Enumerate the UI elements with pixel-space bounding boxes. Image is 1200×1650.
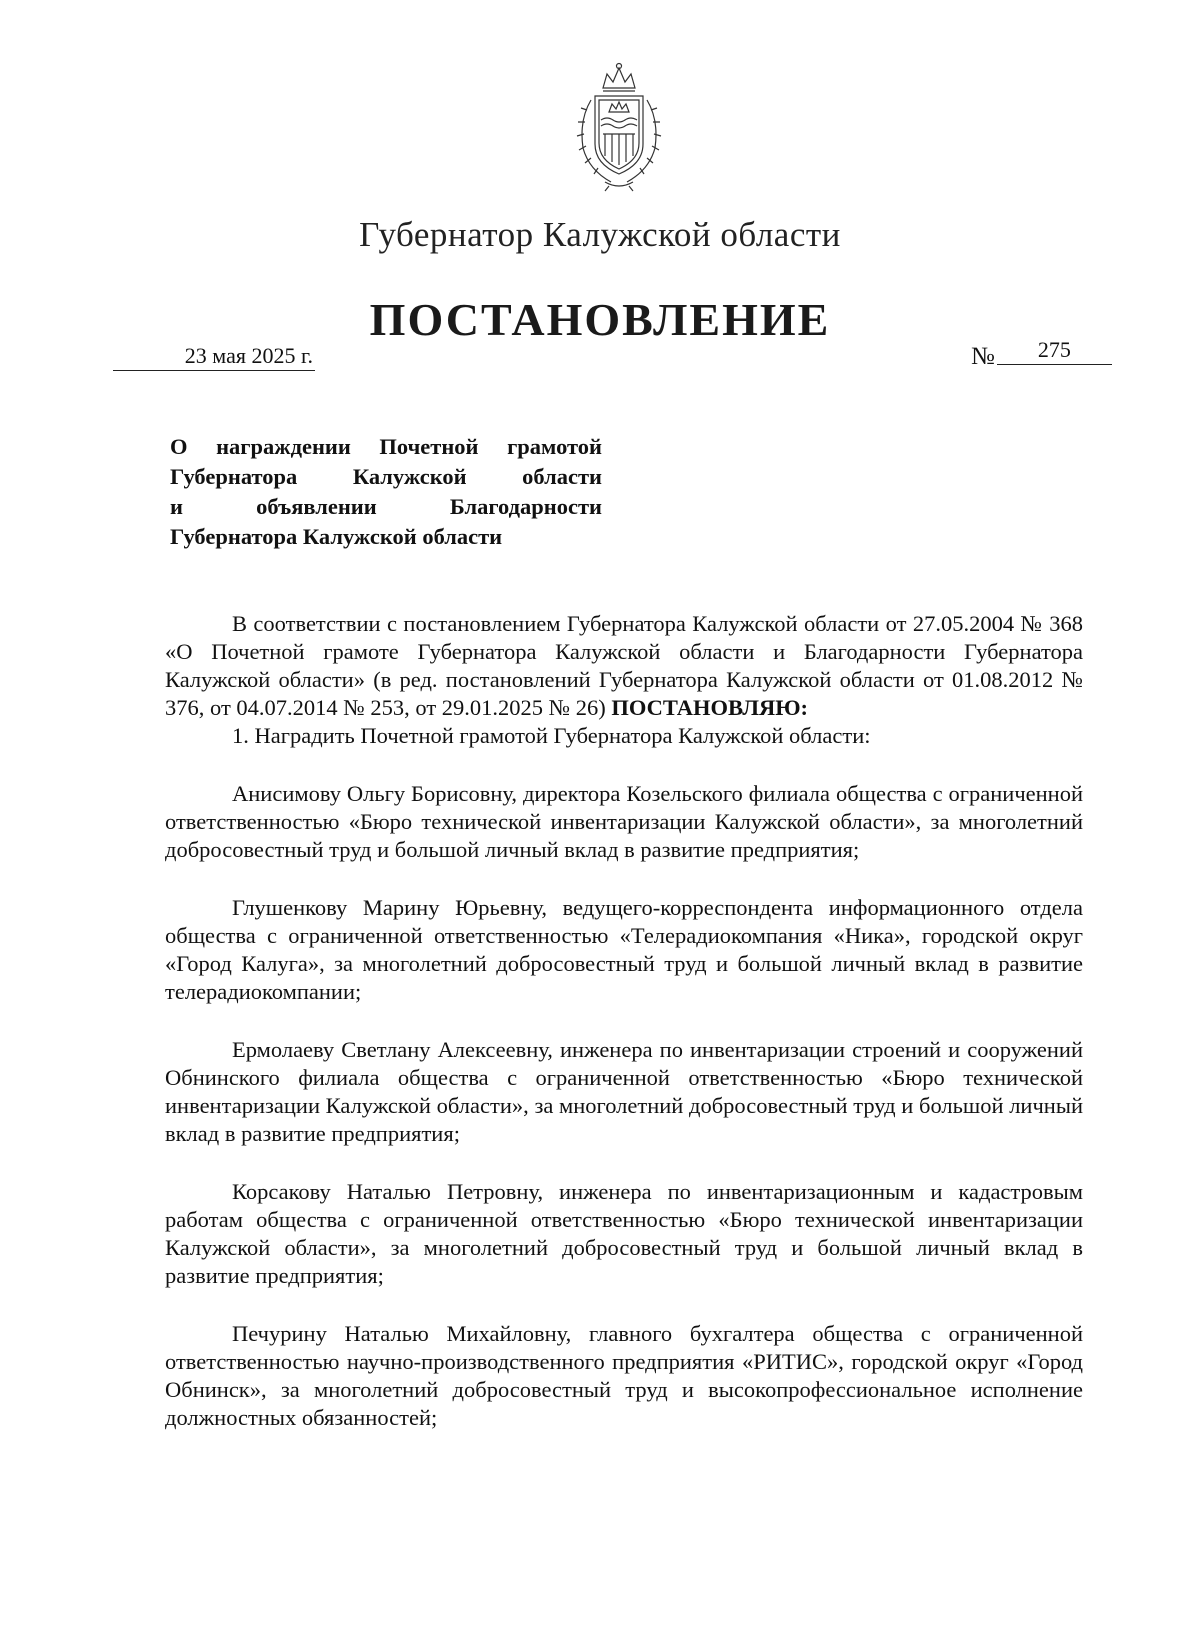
awardee-paragraph: Анисимову Ольгу Борисовну, директора Козельского филиала общества с ограниченной ответственностью «Бюро технической инвентаризации Калужской области», за многолетний добросовестный труд и большой личный вклад в развитие предприятия;	[165, 781, 1083, 862]
subject-line: и объявлении Благодарности	[170, 494, 602, 519]
document-body	[165, 610, 1083, 1432]
resolve-word: ПОСТАНОВЛЯЮ:	[611, 695, 809, 720]
awardee-paragraph: Печурину Наталью Михайловну, главного бухгалтера общества с ограниченной ответственностью научно-производственного предприятия «РИТИС», городской округ «Город Обнинск», за многолетний добросовестный труд и высокопрофессиональное исполнение должностных обязанностей;	[165, 1321, 1083, 1430]
preamble-text: В соответствии с постановлением Губернатора Калужской области от 27.05.2004 № 368 «О Почетной грамоте Губернатора Калужской области и Благодарности Губернатора Калужской области» (в ред. постановлений Губернатора Калужской области от 01.08.2012 № 376, от 04.07.2014 № 253, от 29.01.2025 № 26)	[165, 611, 1083, 720]
preamble-paragraph	[165, 610, 1083, 722]
document-date: 23 мая 2025 г.	[113, 343, 315, 371]
subject-line: Губернатора Калужской области	[170, 524, 503, 549]
document-number: 275	[997, 337, 1112, 365]
item-1-heading: 1. Наградить Почетной грамотой Губернатора Калужской области:	[232, 723, 871, 748]
document-subject	[170, 432, 602, 552]
number-sign: №	[971, 343, 995, 370]
subject-line: О награждении Почетной грамотой	[170, 434, 602, 459]
issuing-authority: Губернатор Калужской области	[359, 215, 841, 254]
awardee-paragraph: Ермолаеву Светлану Алексеевну, инженера по инвентаризации строений и сооружений Обнинского филиала общества с ограниченной ответственностью «Бюро технической инвентаризации Калужской области», за многолетний добросовестный труд и большой личный вклад в развитие предприятия;	[165, 1037, 1083, 1146]
document-number-field	[971, 337, 1112, 371]
subject-line: Губернатора Калужской области	[170, 464, 602, 489]
awardee-paragraph: Корсакову Наталью Петровну, инженера по инвентаризационным и кадастровым работам общества с ограниченной ответственностью «Бюро технической инвентаризации Калужской области», за многолетний добросовестный труд и большой личный вклад в развитие предприятия;	[165, 1179, 1083, 1288]
awardee-paragraph: Глушенкову Марину Юрьевну, ведущего-корреспондента информационного отдела общества с ограниченной ответственностью «Телерадиокомпания «Ника», городской округ «Город Калуга», за многолетний добросовестный труд и большой личный вклад в развитие телерадиокомпании;	[165, 895, 1083, 1004]
document-type-title: ПОСТАНОВЛЕНИЕ	[369, 294, 831, 345]
coat-of-arms-emblem	[565, 60, 673, 192]
